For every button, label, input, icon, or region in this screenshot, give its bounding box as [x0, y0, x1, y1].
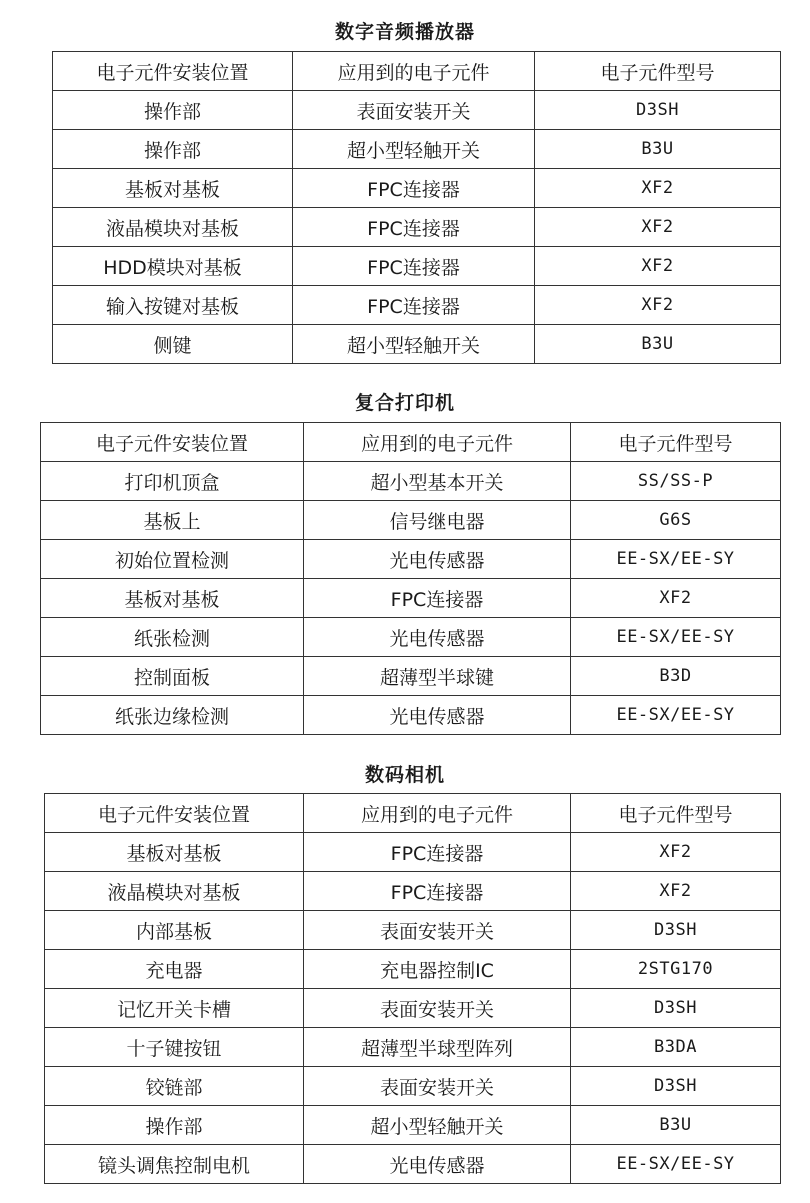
cell-mount-location: 液晶模块对基板	[45, 872, 304, 911]
cell-component: 光电传感器	[304, 696, 571, 735]
table-row	[41, 618, 781, 657]
cell-component: 光电传感器	[304, 618, 571, 657]
cell-component: FPC连接器	[293, 169, 535, 208]
cell-mount-location: 控制面板	[41, 657, 304, 696]
cell-component: 表面安装开关	[304, 989, 571, 1028]
cell-model: D3SH	[571, 989, 781, 1028]
table-row	[53, 286, 781, 325]
cell-component: 超小型基本开关	[304, 462, 571, 501]
cell-model: B3U	[535, 325, 781, 364]
cell-mount-location: 液晶模块对基板	[53, 208, 293, 247]
table-row	[53, 169, 781, 208]
cell-model: XF2	[535, 169, 781, 208]
table-header-row	[53, 52, 781, 91]
cell-model: EE-SX/EE-SY	[571, 1145, 781, 1184]
cell-mount-location: 侧键	[53, 325, 293, 364]
table-row	[45, 1106, 781, 1145]
table-row	[41, 657, 781, 696]
table-digital-camera	[44, 793, 781, 1184]
cell-model: D3SH	[571, 1067, 781, 1106]
column-header-model: 电子元件型号	[571, 423, 781, 462]
table-row	[45, 1145, 781, 1184]
cell-mount-location: HDD模块对基板	[53, 247, 293, 286]
table-row	[41, 540, 781, 579]
column-header-model: 电子元件型号	[535, 52, 781, 91]
table-row	[53, 325, 781, 364]
cell-mount-location: 镜头调焦控制电机	[45, 1145, 304, 1184]
cell-mount-location: 记忆开关卡槽	[45, 989, 304, 1028]
section-title-digital-camera: 数码相机	[364, 764, 445, 786]
cell-model: D3SH	[571, 911, 781, 950]
table-row	[53, 91, 781, 130]
table-multifunction-printer	[40, 422, 781, 735]
cell-component: 表面安装开关	[293, 91, 535, 130]
cell-mount-location: 内部基板	[45, 911, 304, 950]
section-title-digital-audio-player: 数字音频播放器	[334, 21, 475, 43]
cell-component: 超薄型半球键	[304, 657, 571, 696]
cell-mount-location: 基板上	[41, 501, 304, 540]
cell-model: G6S	[571, 501, 781, 540]
cell-model: XF2	[571, 872, 781, 911]
cell-model: B3U	[535, 130, 781, 169]
table-row	[45, 833, 781, 872]
cell-model: XF2	[535, 208, 781, 247]
table-row	[45, 911, 781, 950]
cell-component: 充电器控制IC	[304, 950, 571, 989]
cell-component: 超小型轻触开关	[293, 130, 535, 169]
cell-component: 光电传感器	[304, 540, 571, 579]
cell-model: B3D	[571, 657, 781, 696]
cell-mount-location: 基板对基板	[53, 169, 293, 208]
section-title-multifunction-printer: 复合打印机	[354, 392, 455, 414]
table-row	[45, 1028, 781, 1067]
cell-model: EE-SX/EE-SY	[571, 696, 781, 735]
cell-mount-location: 基板对基板	[41, 579, 304, 618]
cell-mount-location: 纸张检测	[41, 618, 304, 657]
column-header-component: 应用到的电子元件	[304, 794, 571, 833]
cell-mount-location: 操作部	[53, 91, 293, 130]
table-row	[45, 872, 781, 911]
cell-model: EE-SX/EE-SY	[571, 540, 781, 579]
table-row	[45, 989, 781, 1028]
cell-mount-location: 初始位置检测	[41, 540, 304, 579]
cell-model: XF2	[571, 579, 781, 618]
cell-mount-location: 操作部	[45, 1106, 304, 1145]
cell-model: B3DA	[571, 1028, 781, 1067]
cell-component: 超小型轻触开关	[293, 325, 535, 364]
table-row	[45, 950, 781, 989]
cell-component: 信号继电器	[304, 501, 571, 540]
cell-model: D3SH	[535, 91, 781, 130]
cell-component: FPC连接器	[304, 579, 571, 618]
cell-mount-location: 纸张边缘检测	[41, 696, 304, 735]
cell-model: 2STG170	[571, 950, 781, 989]
cell-component: FPC连接器	[304, 872, 571, 911]
cell-model: XF2	[535, 286, 781, 325]
cell-component: FPC连接器	[293, 208, 535, 247]
column-header-mount-location: 电子元件安装位置	[45, 794, 304, 833]
cell-model: B3U	[571, 1106, 781, 1145]
column-header-model: 电子元件型号	[571, 794, 781, 833]
cell-model: SS/SS-P	[571, 462, 781, 501]
cell-component: 表面安装开关	[304, 1067, 571, 1106]
table-row	[41, 501, 781, 540]
table-row	[53, 130, 781, 169]
cell-component: 超薄型半球型阵列	[304, 1028, 571, 1067]
cell-mount-location: 十子键按钮	[45, 1028, 304, 1067]
cell-mount-location: 基板对基板	[45, 833, 304, 872]
cell-model: XF2	[571, 833, 781, 872]
cell-component: 光电传感器	[304, 1145, 571, 1184]
cell-mount-location: 输入按键对基板	[53, 286, 293, 325]
cell-component: 表面安装开关	[304, 911, 571, 950]
cell-component: FPC连接器	[304, 833, 571, 872]
column-header-mount-location: 电子元件安装位置	[41, 423, 304, 462]
cell-component: 超小型轻触开关	[304, 1106, 571, 1145]
cell-model: EE-SX/EE-SY	[571, 618, 781, 657]
cell-mount-location: 铰链部	[45, 1067, 304, 1106]
column-header-mount-location: 电子元件安装位置	[53, 52, 293, 91]
cell-mount-location: 打印机顶盒	[41, 462, 304, 501]
cell-mount-location: 操作部	[53, 130, 293, 169]
cell-component: FPC连接器	[293, 286, 535, 325]
column-header-component: 应用到的电子元件	[293, 52, 535, 91]
table-row	[53, 208, 781, 247]
column-header-component: 应用到的电子元件	[304, 423, 571, 462]
table-row	[41, 579, 781, 618]
table-header-row	[45, 794, 781, 833]
table-row	[41, 462, 781, 501]
table-row	[45, 1067, 781, 1106]
cell-model: XF2	[535, 247, 781, 286]
cell-component: FPC连接器	[293, 247, 535, 286]
table-row	[53, 247, 781, 286]
cell-mount-location: 充电器	[45, 950, 304, 989]
table-header-row	[41, 423, 781, 462]
table-digital-audio-player	[52, 51, 781, 364]
table-row	[41, 696, 781, 735]
